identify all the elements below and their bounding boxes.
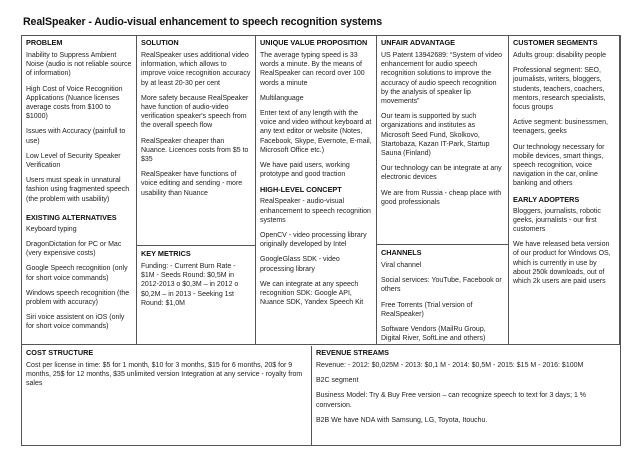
segment-item: Professional segment: SEO, journalists, writers, bloggers, students, teachers, coachers, mentors, research specialists, focus groups xyxy=(513,67,606,112)
adopter-item: Bloggers, journalists, robotic geeks, journalists - our first customers xyxy=(513,207,601,234)
advantage-item: US Patent 13942689: “System of video enhancement for audio speech recognition solutions to improve the accuracy of audio speech recognition by the analysis of speaker lip movements” xyxy=(381,52,503,106)
segment-item: Adults group: disability people xyxy=(513,52,607,59)
channels-heading: CHANNELS xyxy=(381,248,422,257)
page-title: RealSpeaker - Audio-visual enhancement to speech recognition systems xyxy=(23,16,382,28)
cost-item: Cost per license in time: $5 for 1 month, $10 for 3 months, $15 for 6 months, 20$ for 9 months, 25$ for 12 months, $35 unlimited version Integration at any service - royalty from sales xyxy=(26,362,303,388)
cost-structure-heading: COST STRUCTURE xyxy=(26,348,94,357)
early-adopters-heading: EARLY ADOPTERS xyxy=(513,194,580,204)
advantage-divider xyxy=(377,244,509,245)
uvp-item: We have paid users, working prototype and good traction xyxy=(260,162,350,179)
problem-item: Inability to Suppress Ambient Noise (audio is not reliable source of information) xyxy=(26,52,132,78)
solution-item: More safety because RealSpeaker have function of audio-video verification speaker's speech from the overall speech flow xyxy=(141,94,249,130)
key-metrics-item: Funding: - Current Burn Rate - $1M - Seeds Round: $0,5M in 2012-2013 o $0,3M – in 2012 o $0,2M – in 2013 - Seeking 1st Round: $1,0M xyxy=(141,263,239,307)
lean-canvas xyxy=(21,16,622,447)
concept-item: GoogleGlass SDK - video processing library xyxy=(260,256,340,273)
revenue-streams-heading: REVENUE STREAMS xyxy=(316,348,389,357)
uvp-item: Multilanguage xyxy=(260,94,304,102)
channel-item: Software Vendors (MailRu Group, Digital River, SoftLine and others) xyxy=(381,326,486,343)
channel-item: Social services: YouTube, Facebook or others xyxy=(381,277,502,294)
segment-item: Our technology necessary for mobile devices, smart things, speech recognition, voice navigation in the car, online banking and others xyxy=(513,143,605,188)
solution-item: RealSpeaker cheaper than Nuance. Licences costs from $5 to $35 xyxy=(141,137,249,164)
advantage-item: Our technology can be integrate at any electronic devices xyxy=(381,165,502,182)
channels-cell xyxy=(377,246,508,343)
concept-item: OpenCV - video processing library originally developed by Intel xyxy=(260,232,367,249)
problem-column xyxy=(22,36,137,344)
adopter-item: We have released beta version of our product for Windows OS, which is currently in use by about 250k downloads, out of which 2k users are paid users xyxy=(513,241,611,286)
solution-item: RealSpeaker have functions of voice editing and sending - more usability than Nuance xyxy=(141,171,243,197)
problem-heading: PROBLEM xyxy=(26,38,63,47)
advantage-item: Our team is supported by such organizations and institutes as Microsoft Seed Fund, Skolkovo, Startobaza, Kazan IT-Park, Startup Sauna (Finland) xyxy=(381,113,490,158)
cost-structure-cell xyxy=(22,346,312,445)
revenue-item: B2B We have NDA with Samsung, LG, Toyota, Itouchu. xyxy=(316,416,488,424)
customer-segments-heading: CUSTOMER SEGMENTS xyxy=(513,38,598,47)
unfair-advantage-heading: UNFAIR ADVANTAGE xyxy=(381,38,456,47)
alternative-item: Windows speech recognition (the problem with accuracy) xyxy=(26,289,130,307)
problem-item: Users must speak in unnatural fashion using fragmented speech (the problem with usability) xyxy=(26,177,130,203)
advantage-item: We are from Russia - cheap place with good professionals xyxy=(381,189,502,206)
key-metrics-cell xyxy=(137,247,255,343)
alternative-item: DragonDictation for PC or Mac (very expensive costs) xyxy=(26,241,122,258)
segment-item: Active segment: businessmen, teenagers, geeks xyxy=(513,119,608,136)
solution-divider xyxy=(137,245,256,246)
revenue-streams-cell xyxy=(312,346,620,445)
channel-item: Viral channel xyxy=(381,262,422,269)
alternative-item: Google Speech recognition (only for short voice commands) xyxy=(26,265,128,282)
concept-item: RealSpeaker - audio-visual enhancement to speech recognition systems xyxy=(260,198,371,224)
alternative-item: Keyboard typing xyxy=(26,225,77,233)
key-metrics-heading: KEY METRICS xyxy=(141,249,191,258)
channel-item: Free Torrents (Trial version of RealSpeaker) xyxy=(381,301,473,318)
problem-item: Low Level of Security Speaker Verification xyxy=(26,152,121,170)
high-level-concept-heading: HIGH-LEVEL CONCEPT xyxy=(260,185,342,195)
uvp-item: Enter text of any length with the voice and video without keyboard at any text editor or website (Notes, Facebook, Skype, Evernote, E-mail, Microsoft Office etc.) xyxy=(260,110,372,154)
canvas-frame xyxy=(21,35,621,446)
revenue-item: Revenue: - 2012: $0,025M - 2013: $0,1 M - 2014: $0,5M - 2015: $15 M - 2016: $100M xyxy=(316,362,584,369)
revenue-item: Business Model: Try & Buy Free version – can recognize speech to text for 3 days; 1 % conversion. xyxy=(316,392,587,409)
uvp-column xyxy=(256,36,377,344)
existing-alternatives-heading: EXISTING ALTERNATIVES xyxy=(26,212,117,222)
problem-item: Issues with Accuracy (painfull to use) xyxy=(26,128,126,145)
uvp-item: The average typing speed is 33 words a minute. By the means of RealSpeaker can record over 100 words a minute xyxy=(260,52,365,87)
customer-segments-column xyxy=(509,36,620,344)
uvp-heading: UNIQUE VALUE PROPOSITION xyxy=(260,38,368,47)
bottom-divider xyxy=(22,344,620,345)
revenue-item: B2C segment xyxy=(316,377,359,385)
solution-item: RealSpeaker uses additional video information, which allows to improve voice recognition accuracy by at least 20-30 per cent xyxy=(141,52,251,87)
alternative-item: Siri voice assistent on iOS (only for short voice commands) xyxy=(26,314,125,331)
concept-item: We can integrate at any speech recognition SDK: Google API, Nuance SDK, Yandex Speech Kit xyxy=(260,280,364,307)
problem-item: High Cost of Voice Recognition Applications (Nuance licenses average costs from $100 to $1000) xyxy=(26,85,123,121)
solution-heading: SOLUTION xyxy=(141,38,179,47)
